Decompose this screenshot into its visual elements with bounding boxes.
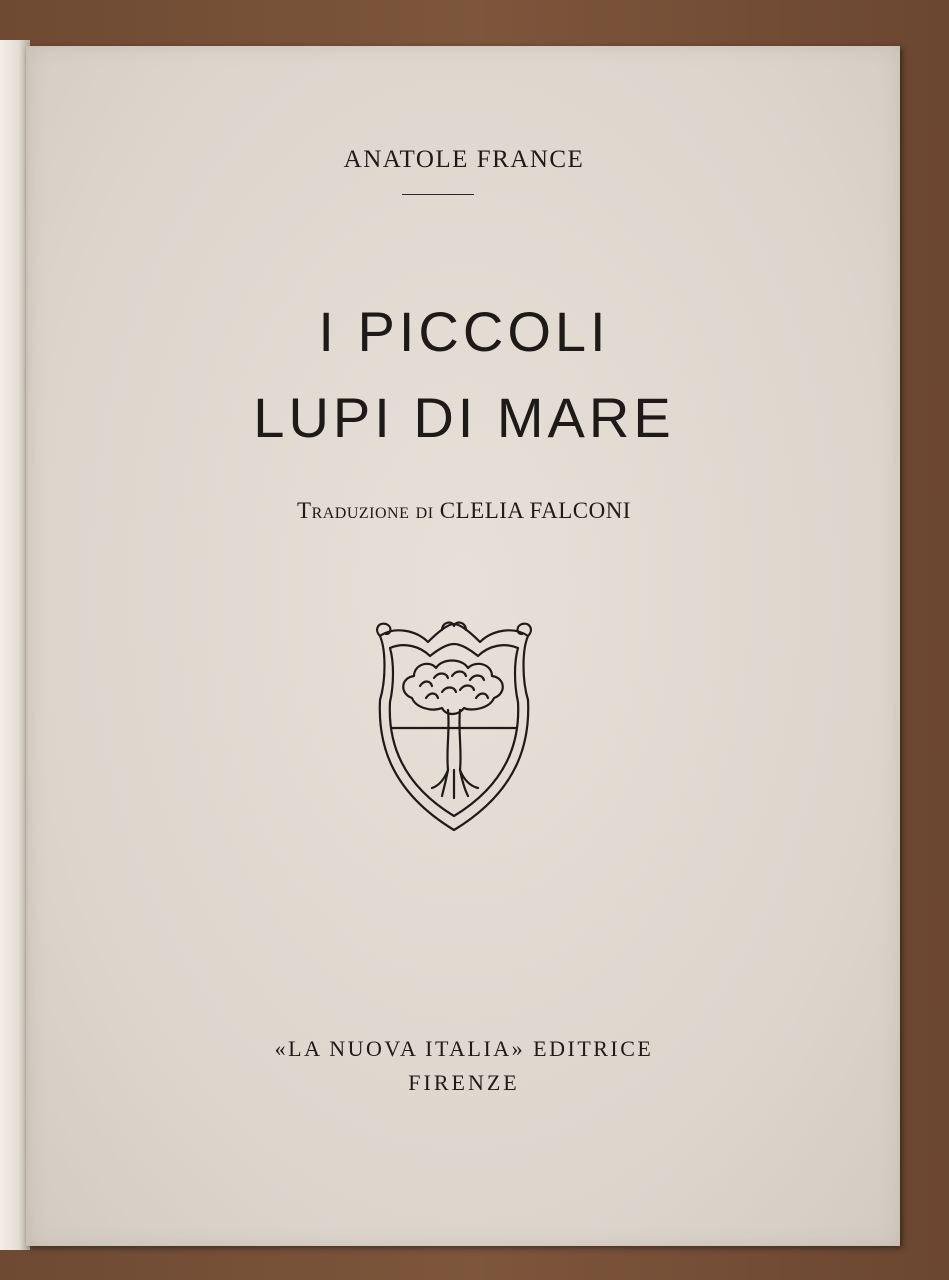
publication-city: FIRENZE [408, 1070, 520, 1095]
book-title-line-1: I PICCOLI [318, 300, 610, 363]
shield-with-tree-icon [372, 620, 536, 834]
title-page [26, 46, 900, 1246]
publisher-name: «LA NUOVA ITALIA» EDITRICE [274, 1036, 654, 1061]
translator-credit: Traduzione di CLELIA FALCONI [297, 498, 631, 523]
book-title-line-2: LUPI DI MARE [253, 386, 675, 449]
separator-rule [402, 194, 474, 195]
author-name: ANATOLE FRANCE [343, 146, 585, 173]
